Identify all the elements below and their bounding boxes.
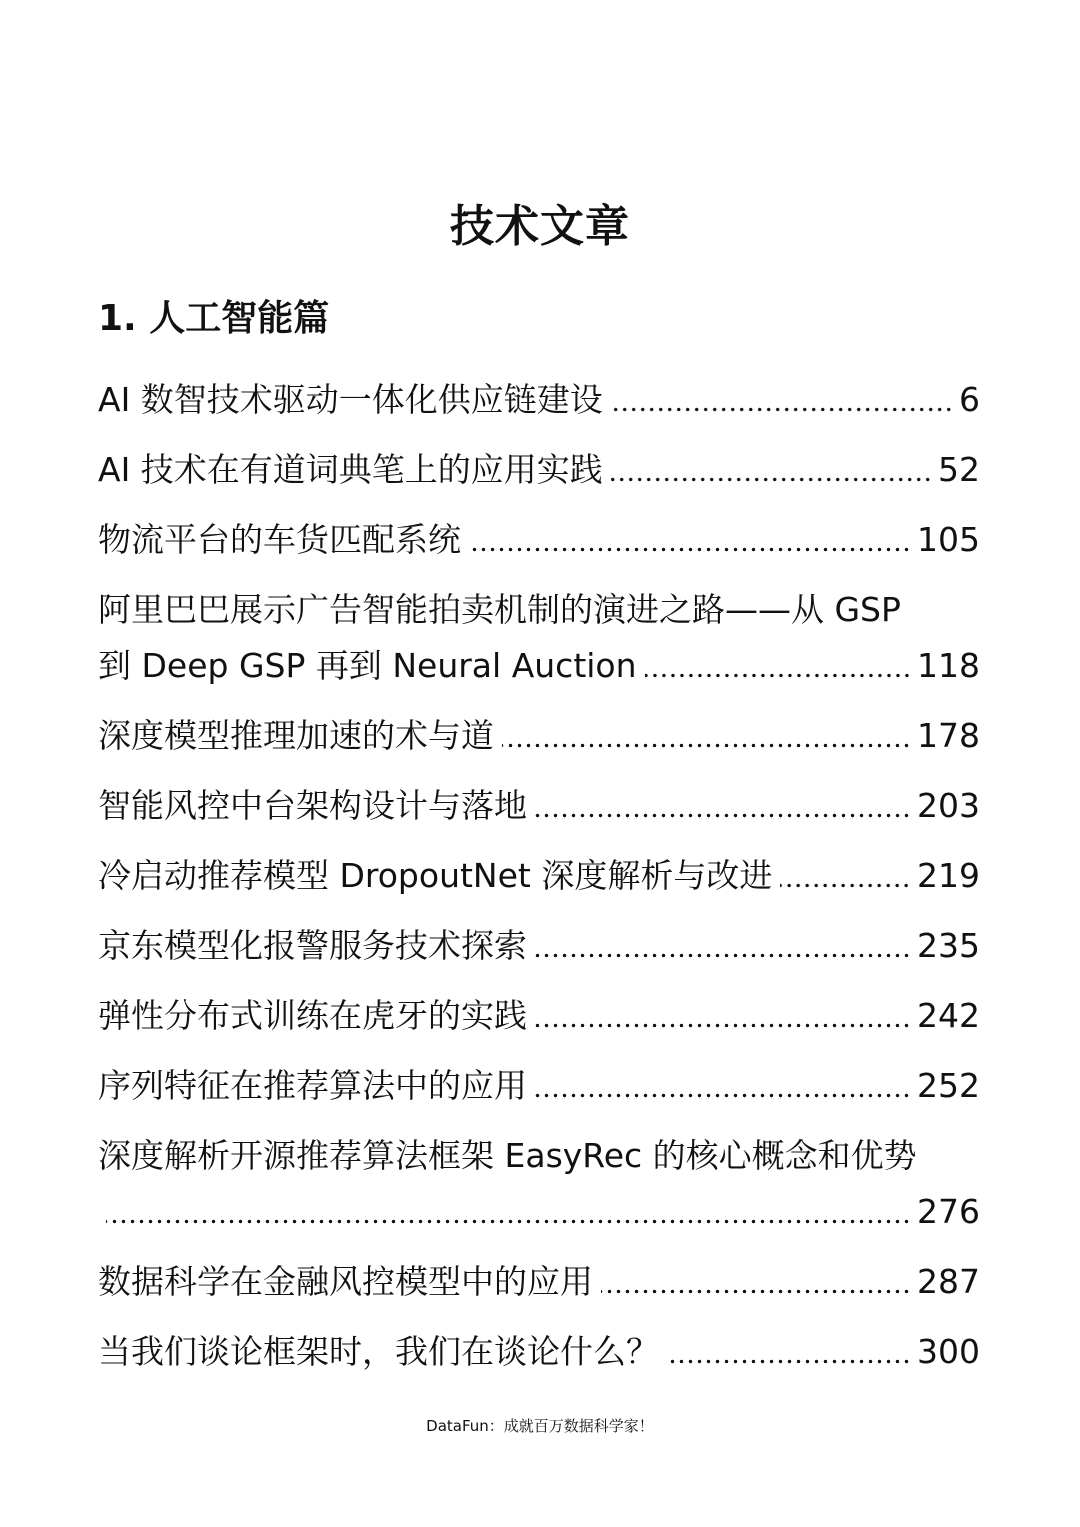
toc-entry[interactable] (98, 778, 980, 834)
toc-entry-title: 数据科学在金融风控模型中的应用 (98, 1262, 593, 1301)
page-footer: DataFun：成就百万数据科学家！ (426, 1417, 654, 1435)
toc-entry-page: 6 (959, 380, 980, 419)
toc-dot-leader (535, 953, 911, 958)
toc-entry[interactable] (98, 988, 980, 1044)
toc-entry-title: 冷启动推荐模型 DropoutNet 深度解析与改进 (98, 856, 773, 895)
toc-entry[interactable] (98, 918, 980, 974)
toc-entry-page: 118 (917, 646, 980, 685)
section-heading: 1. 人工智能篇 (98, 298, 330, 339)
toc-entry-page: 252 (917, 1066, 980, 1105)
toc-entry[interactable] (98, 1058, 980, 1114)
toc-entry[interactable] (98, 848, 980, 904)
toc-entry[interactable] (98, 1128, 980, 1240)
toc-entry[interactable] (98, 372, 980, 428)
toc-entry-page: 276 (917, 1192, 980, 1231)
toc-dot-leader (611, 477, 932, 482)
toc-entry-title: 物流平台的车货匹配系统 (98, 520, 461, 559)
toc-dot-leader (667, 1359, 911, 1364)
toc-entry-title: 智能风控中台架构设计与落地 (98, 786, 527, 825)
toc-entry[interactable] (98, 442, 980, 498)
toc-entry-title: 当我们谈论框架时，我们在谈论什么？ (98, 1332, 659, 1371)
toc-entry[interactable] (98, 582, 980, 694)
toc-entry-title: 序列特征在推荐算法中的应用 (98, 1066, 527, 1105)
toc-dot-leader (780, 883, 911, 888)
toc-entry[interactable] (98, 1254, 980, 1310)
toc-dot-leader (502, 743, 911, 748)
toc-entry-page: 52 (938, 450, 980, 489)
toc-entry-title-line1: 阿里巴巴展示广告智能拍卖机制的演进之路——从 GSP (98, 590, 901, 629)
toc-entry-title-line1: 深度解析开源推荐算法框架 EasyRec 的核心概念和优势 (98, 1136, 917, 1175)
toc-entry[interactable] (98, 512, 980, 568)
page-title: 技术文章 (450, 201, 630, 252)
toc-dot-leader (645, 673, 911, 678)
toc-entry-title: 深度模型推理加速的术与道 (98, 716, 494, 755)
toc-entry-title: AI 数智技术驱动一体化供应链建设 (98, 380, 603, 419)
toc-entry-page: 203 (917, 786, 980, 825)
toc-entry-title: AI 技术在有道词典笔上的应用实践 (98, 450, 603, 489)
toc-dot-leader (535, 1023, 911, 1028)
toc-dot-leader (535, 813, 911, 818)
toc-entry-page: 219 (917, 856, 980, 895)
toc-entry-page: 178 (917, 716, 980, 755)
toc-entry[interactable] (98, 1324, 980, 1380)
toc-entry-page: 287 (917, 1262, 980, 1301)
toc-dot-leader (601, 1289, 911, 1294)
toc-entry-title: 到 Deep GSP 再到 Neural Auction (98, 646, 637, 685)
toc-entry-title: 弹性分布式训练在虎牙的实践 (98, 996, 527, 1035)
toc-entry[interactable] (98, 708, 980, 764)
toc-dot-leader (535, 1093, 911, 1098)
toc-entry-page: 242 (917, 996, 980, 1035)
toc-entry-page: 300 (917, 1332, 980, 1371)
toc-dot-leader (611, 407, 953, 412)
toc-entry-title: 京东模型化报警服务技术探索 (98, 926, 527, 965)
table-of-contents (98, 372, 980, 1394)
toc-entry-page: 105 (917, 520, 980, 559)
toc-entry-page: 235 (917, 926, 980, 965)
toc-dot-leader (106, 1219, 911, 1224)
toc-dot-leader (469, 547, 911, 552)
